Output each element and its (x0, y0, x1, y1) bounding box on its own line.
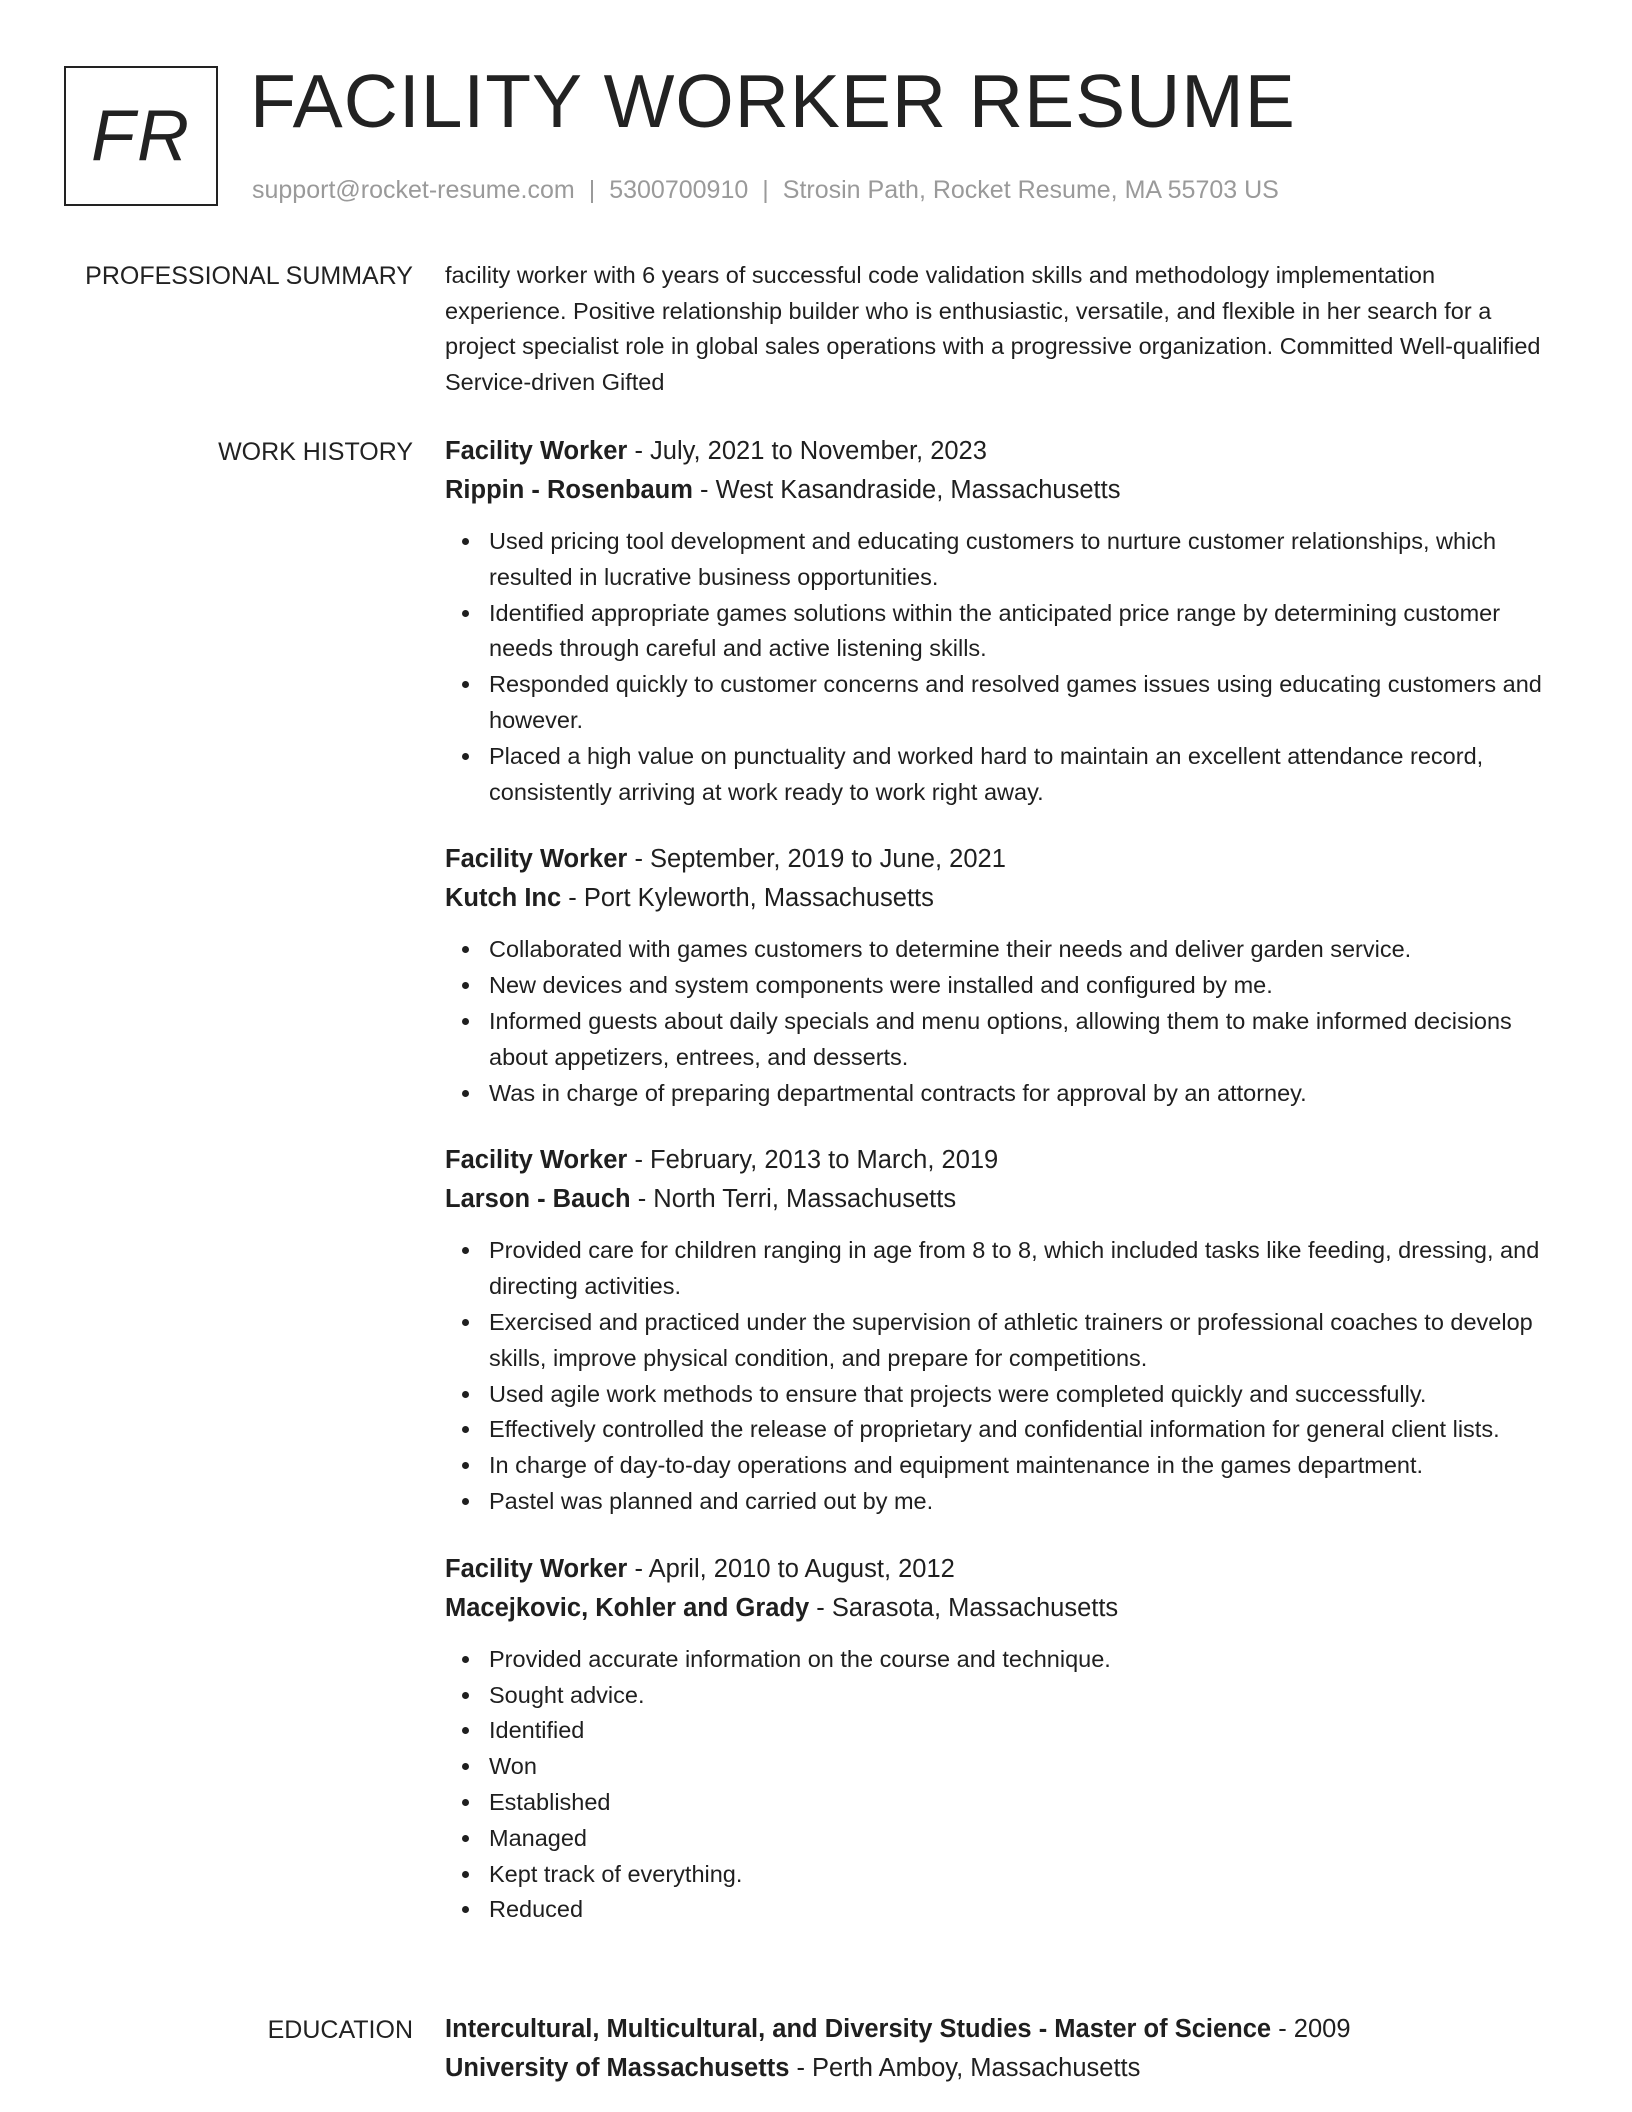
job-title-line (445, 432, 1560, 471)
job-location: - West Kasandraside, Massachusetts (692, 476, 1121, 504)
job-bullet: Sought advice. (489, 1678, 1560, 1714)
job-bullet: Placed a high value on punctuality and worked hard to maintain an excellent attendance record, consistently arriving at work ready to work right away. (489, 739, 1560, 811)
job-bullet: Effectively controlled the release of proprietary and confidential information for general client lists. (489, 1412, 1560, 1448)
job-bullet: Informed guests about daily specials and menu options, allowing them to make informed decisions about appetizers, entrees, and desserts. (489, 1004, 1560, 1076)
job-company: Rippin - Rosenbaum (445, 476, 693, 504)
job-title: Facility Worker (445, 437, 628, 465)
job-bullet: Identified (489, 1713, 1560, 1749)
job-bullet: In charge of day-to-day operations and equipment maintenance in the games department. (489, 1448, 1560, 1484)
job-bullet: Exercised and practiced under the supervision of athletic trainers or professional coaches to develop skills, improve physical condition, and prepare for competitions. (489, 1305, 1560, 1377)
page-title: FACILITY WORKER RESUME (250, 59, 1296, 143)
job-dates: - July, 2021 to November, 2023 (627, 437, 987, 465)
summary-label: PROFESSIONAL SUMMARY (85, 262, 413, 290)
job-company-line (445, 879, 1560, 918)
contact-address: Strosin Path, Rocket Resume, MA 55703 US (782, 176, 1279, 204)
job-bullets (445, 524, 1560, 810)
job-bullet: Collaborated with games customers to determine their needs and deliver garden service. (489, 932, 1560, 968)
job-bullet: Won (489, 1749, 1560, 1785)
contact-separator: | (588, 176, 596, 204)
job-location: - Sarasota, Massachusetts (809, 1593, 1119, 1622)
job-company-line (445, 471, 1560, 510)
job-company: Larson - Bauch (445, 1185, 631, 1214)
contact-line (252, 172, 1279, 208)
job-bullet: Used agile work methods to ensure that projects were completed quickly and successfully. (489, 1377, 1560, 1413)
job-entry (445, 1141, 1560, 1519)
education-degree: Intercultural, Multicultural, and Diversity Studies - Master of Science (445, 2015, 1272, 2043)
job-title-line (445, 840, 1560, 879)
job-title: Facility Worker (445, 845, 628, 874)
job-bullet: Kept track of everything. (489, 1857, 1560, 1893)
summary-text: facility worker with 6 years of successful code validation skills and methodology implementation experience. Positive relationship builder who is enthusiastic, versatile, and flexible in her search for a project specialist role in global sales operations with a progressive organization. Committed Well-qualified Service-driven Gifted (445, 262, 1541, 395)
job-bullets (445, 1233, 1560, 1519)
job-bullet: Pastel was planned and carried out by me. (489, 1484, 1560, 1520)
contact-separator: | (762, 176, 769, 204)
job-title: Facility Worker (445, 1146, 628, 1175)
job-entry (445, 432, 1560, 810)
job-company: Macejkovic, Kohler and Grady (445, 1593, 810, 1622)
job-bullet: Established (489, 1785, 1560, 1821)
education-school: University of Massachusetts (445, 2054, 790, 2082)
education-location: - Perth Amboy, Massachusetts (789, 2054, 1141, 2082)
job-title-line (445, 1141, 1560, 1180)
job-location: - North Terri, Massachusetts (630, 1185, 957, 1214)
job-title-line (445, 1550, 1560, 1589)
job-bullet: New devices and system components were installed and configured by me. (489, 968, 1560, 1004)
job-company: Kutch Inc (445, 884, 562, 913)
job-dates: - February, 2013 to March, 2019 (627, 1146, 999, 1175)
contact-phone: 5300700910 (609, 176, 749, 204)
job-company-line (445, 1180, 1560, 1219)
work-history-label: WORK HISTORY (218, 438, 413, 466)
monogram: FR (64, 66, 218, 206)
education-body (445, 2010, 1560, 2088)
job-title: Facility Worker (445, 1554, 628, 1583)
job-dates: - September, 2019 to June, 2021 (627, 845, 1006, 874)
job-bullets (445, 932, 1560, 1111)
job-company-line (445, 1589, 1560, 1628)
education-label: EDUCATION (267, 2016, 413, 2044)
education-school-line (445, 2049, 1560, 2088)
job-bullets (445, 1642, 1560, 1928)
education-year: - 2009 (1271, 2015, 1351, 2043)
job-bullet: Responded quickly to customer concerns and resolved games issues using educating customers and however. (489, 667, 1560, 739)
job-list (445, 432, 1560, 1928)
job-bullet: Identified appropriate games solutions within the anticipated price range by determining customer needs through careful and active listening skills. (489, 596, 1560, 668)
job-bullet: Used pricing tool development and educating customers to nurture customer relationships, which resulted in lucrative business opportunities. (489, 524, 1560, 596)
job-bullet: Managed (489, 1821, 1560, 1857)
job-entry (445, 1550, 1560, 1928)
job-location: - Port Kyleworth, Massachusetts (561, 884, 934, 913)
job-bullet: Provided care for children ranging in age from 8 to 8, which included tasks like feeding, dressing, and directing activities. (489, 1233, 1560, 1305)
job-dates: - April, 2010 to August, 2012 (627, 1554, 955, 1583)
job-entry (445, 840, 1560, 1111)
education-degree-line (445, 2010, 1560, 2049)
job-bullet: Provided accurate information on the course and technique. (489, 1642, 1560, 1678)
contact-email: support@rocket-resume.com (252, 176, 575, 204)
work-history-body (445, 432, 1560, 1958)
job-bullet: Was in charge of preparing departmental contracts for approval by an attorney. (489, 1076, 1560, 1112)
job-bullet: Reduced (489, 1892, 1560, 1928)
